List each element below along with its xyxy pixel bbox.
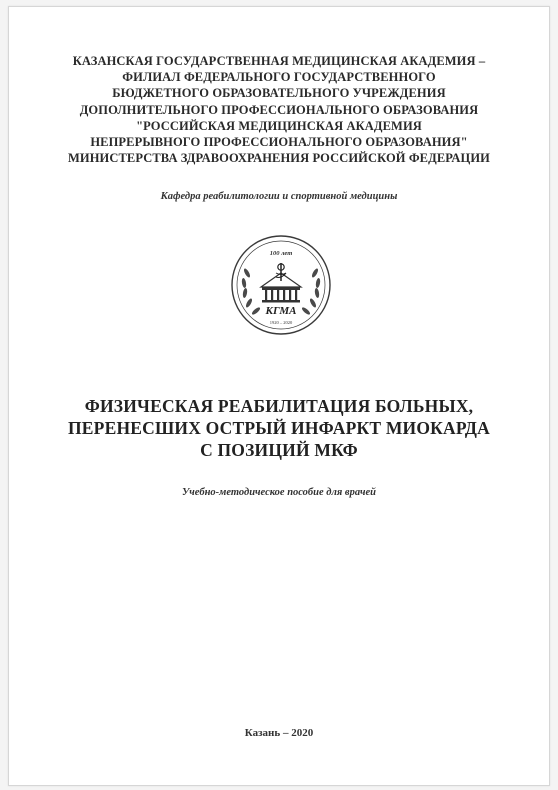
institution-header bbox=[9, 53, 549, 166]
title-line: С ПОЗИЦИЙ МКФ bbox=[200, 440, 358, 460]
header-line: НЕПРЕРЫВНОГО ПРОФЕССИОНАЛЬНОГО ОБРАЗОВАНИЯ" bbox=[90, 135, 468, 150]
department-name: Кафедра реабилитологии и спортивной медицины bbox=[160, 191, 398, 202]
kgma-seal-icon bbox=[229, 233, 333, 337]
emblem-center-text: КГМА bbox=[265, 305, 297, 317]
emblem-top-text: 100 лет bbox=[269, 250, 293, 257]
title-line: ПЕРЕНЕСШИХ ОСТРЫЙ ИНФАРКТ МИОКАРДА bbox=[68, 418, 490, 438]
city-year: Казань – 2020 bbox=[244, 727, 314, 739]
document-subtitle: Учебно-методическое пособие для врачей bbox=[181, 487, 376, 498]
emblem-bottom-text: 1920 – 2020 bbox=[269, 320, 293, 325]
document-page bbox=[8, 6, 550, 786]
header-line: "РОССИЙСКАЯ МЕДИЦИНСКАЯ АКАДЕМИЯ bbox=[136, 118, 422, 133]
header-line: ДОПОЛНИТЕЛЬНОГО ПРОФЕССИОНАЛЬНОГО ОБРАЗОВАНИЯ bbox=[79, 102, 479, 117]
header-line: БЮДЖЕТНОГО ОБРАЗОВАТЕЛЬНОГО УЧРЕЖДЕНИЯ bbox=[112, 86, 446, 101]
header-line: КАЗАНСКАЯ ГОСУДАРСТВЕННАЯ МЕДИЦИНСКАЯ АКАДЕМИЯ – bbox=[72, 54, 486, 68]
title-line: ФИЗИЧЕСКАЯ РЕАБИЛИТАЦИЯ БОЛЬНЫХ, bbox=[84, 396, 474, 416]
document-title bbox=[9, 395, 549, 461]
caduceus-icon bbox=[276, 263, 286, 281]
header-line: ФИЛИАЛ ФЕДЕРАЛЬНОГО ГОСУДАРСТВЕННОГО bbox=[122, 70, 436, 85]
header-line: МИНИСТЕРСТВА ЗДРАВООХРАНЕНИЯ РОССИЙСКОЙ ФЕДЕРАЦИИ bbox=[67, 151, 490, 166]
